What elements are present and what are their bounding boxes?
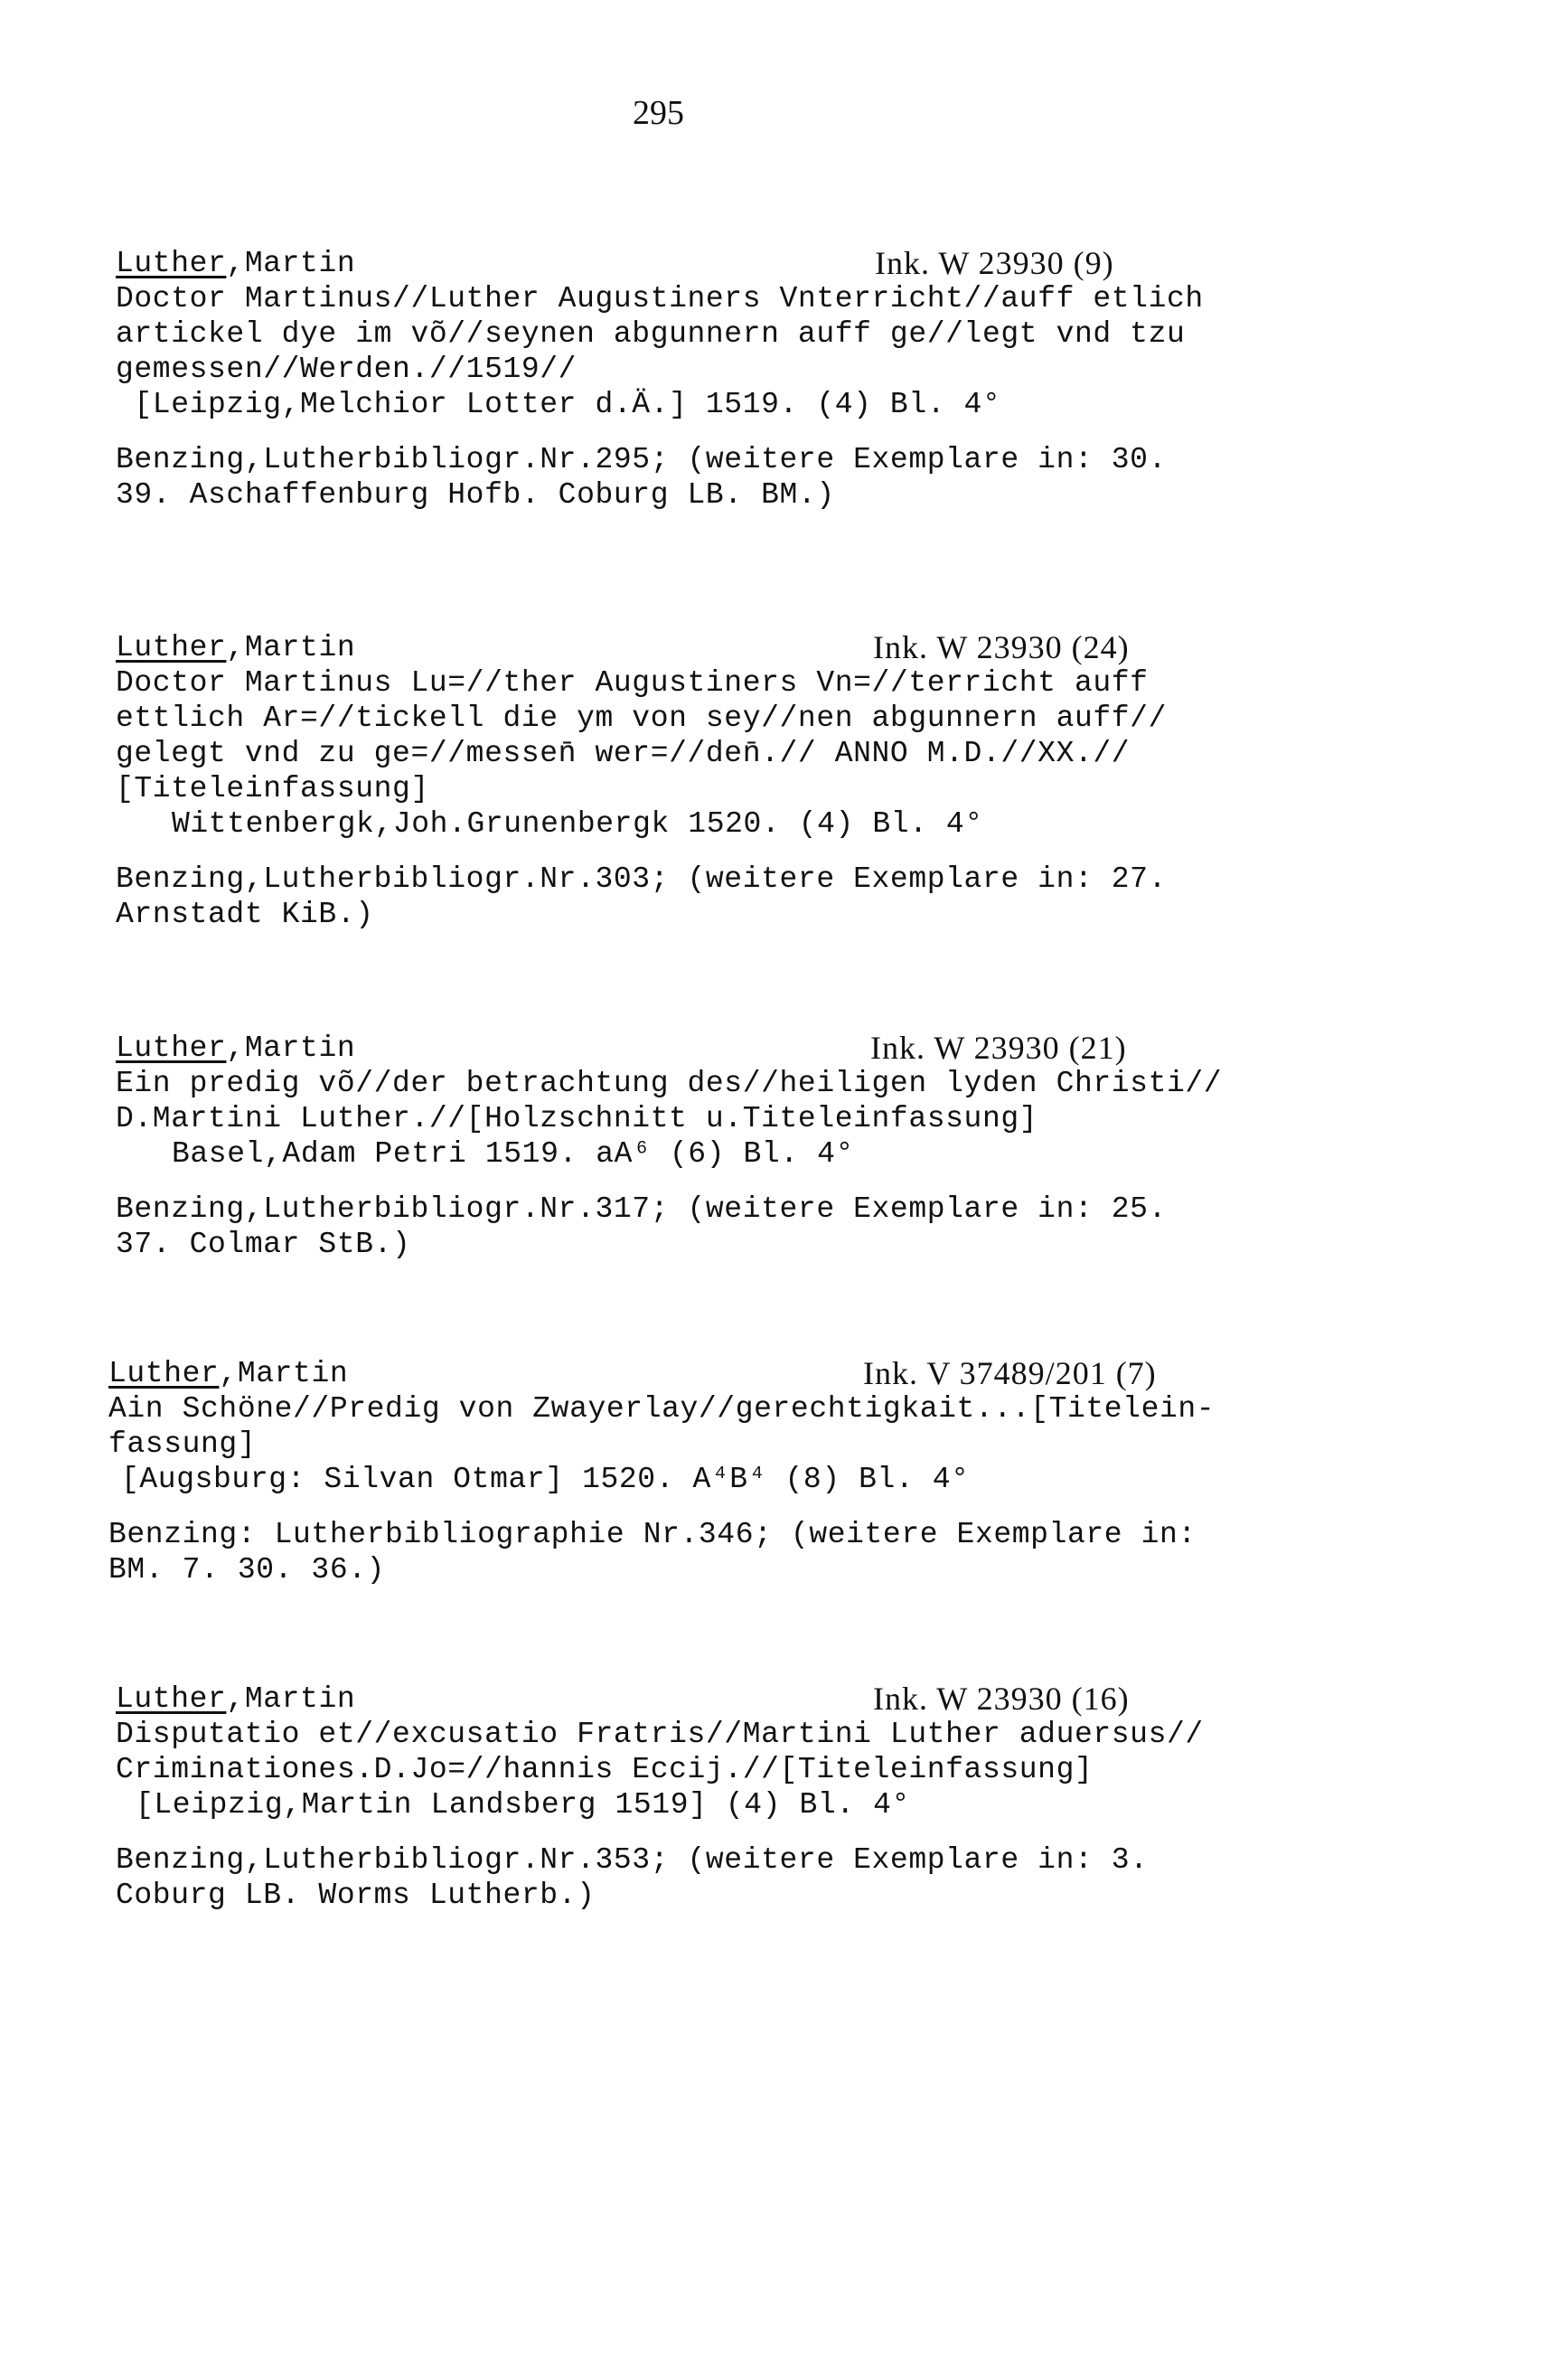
- reference-line: Arnstadt KiB.): [116, 898, 374, 931]
- catalog-entry: [116, 246, 1282, 513]
- reference-block: [116, 442, 1282, 513]
- reference-line: 39. Aschaffenburg Hofb. Coburg LB. BM.): [116, 478, 835, 512]
- reference-line: Benzing: Lutherbibliographie Nr.346; (weitere Exemplare in:: [108, 1518, 1197, 1551]
- entry-header: [116, 246, 1282, 281]
- author-surname: Luther: [116, 631, 227, 664]
- title-line: Criminationes.D.Jo=//hannis Eccij.//[Titeleinfassung]: [116, 1753, 1094, 1786]
- reference-line: BM. 7. 30. 36.): [108, 1553, 386, 1587]
- author-surname: Luther: [116, 247, 227, 280]
- shelfmark: Ink. V 37489/201 (7): [863, 1355, 1157, 1391]
- reference-block: [116, 1191, 1282, 1262]
- title-line: [Titeleinfassung]: [116, 772, 429, 805]
- reference-block: [116, 862, 1282, 932]
- author-surname: Luther: [116, 1031, 227, 1065]
- catalog-entry: [116, 630, 1282, 932]
- title-line: D.Martini Luther.//[Holzschnitt u.Titeleinfassung]: [116, 1102, 1038, 1135]
- shelfmark: Ink. W 23930 (24): [873, 629, 1130, 665]
- page-number: 295: [633, 94, 684, 132]
- title-line: Doctor Martinus Lu=//ther Augustiners Vn=//terricht auff: [116, 666, 1149, 700]
- title-line: artickel dye im võ//seynen abgunnern auff ge//legt vnd tzu: [116, 317, 1186, 351]
- reference-line: Benzing,Lutherbibliogr.Nr.353; (weitere Exemplare in: 3.: [116, 1843, 1149, 1877]
- entry-header: [116, 1031, 1282, 1066]
- reference-line: Benzing,Lutherbibliogr.Nr.295; (weitere Exemplare in: 30.: [116, 443, 1167, 476]
- catalog-entry: [116, 1681, 1282, 1913]
- reference-line: Benzing,Lutherbibliogr.Nr.317; (weitere Exemplare in: 25.: [116, 1192, 1167, 1226]
- title-line: Disputatio et//excusatio Fratris//Martini Luther aduersus//: [116, 1718, 1204, 1751]
- author-surname: Luther: [116, 1682, 227, 1716]
- author-name: [116, 630, 355, 665]
- title-line: Doctor Martinus//Luther Augustiners Vnterricht//auff etlich: [116, 282, 1204, 316]
- reference-line: Benzing,Lutherbibliogr.Nr.303; (weitere Exemplare in: 27.: [116, 862, 1167, 896]
- author-name: [116, 246, 355, 281]
- catalog-entry: [116, 1031, 1282, 1262]
- title-line: ettlich Ar=//tickell die ym von sey//nen abgunnern auff//: [116, 702, 1167, 735]
- author-forename: ,Martin: [226, 1682, 356, 1716]
- imprint-line: Basel,Adam Petri 1519. aA⁶ (6) Bl. 4°: [172, 1137, 854, 1171]
- author-surname: Luther: [108, 1357, 220, 1390]
- imprint-line: [Augsburg: Silvan Otmar] 1520. A⁴B⁴ (8) Bl. 4°: [121, 1463, 970, 1496]
- entry-header: [116, 1681, 1282, 1717]
- title-line: gemessen//Werden.//1519//: [116, 353, 577, 386]
- shelfmark: Ink. W 23930 (21): [870, 1030, 1127, 1066]
- reference-block: [108, 1517, 1274, 1587]
- entry-header: [116, 630, 1282, 665]
- title-line: Ain Schöne//Predig von Zwayerlay//gerechtigkait...[Titelein-: [108, 1392, 1216, 1426]
- reference-line: 37. Colmar StB.): [116, 1228, 411, 1261]
- author-name: [108, 1356, 348, 1391]
- reference-block: [116, 1842, 1282, 1913]
- author-forename: ,Martin: [226, 631, 356, 664]
- shelfmark: Ink. W 23930 (9): [875, 245, 1114, 281]
- author-name: [116, 1681, 355, 1717]
- shelfmark: Ink. W 23930 (16): [873, 1681, 1130, 1717]
- title-line: gelegt vnd zu ge=//messen̄ wer=//den̄.// ANNO M.D.//XX.//: [116, 737, 1131, 770]
- imprint-line: [Leipzig,Martin Landsberg 1519] (4) Bl. 4°: [136, 1788, 910, 1822]
- imprint-line: Wittenbergk,Joh.Grunenbergk 1520. (4) Bl. 4°: [172, 807, 983, 841]
- author-forename: ,Martin: [226, 1031, 356, 1065]
- author-name: [116, 1031, 355, 1066]
- reference-line: Coburg LB. Worms Lutherb.): [116, 1879, 596, 1912]
- title-line: fassung]: [108, 1427, 257, 1461]
- catalog-entry: [108, 1356, 1274, 1587]
- author-forename: ,Martin: [226, 247, 356, 280]
- title-line: Ein predig võ//der betrachtung des//heiligen lyden Christi//: [116, 1067, 1223, 1100]
- imprint-line: [Leipzig,Melchior Lotter d.Ä.] 1519. (4) Bl. 4°: [116, 388, 1001, 421]
- entry-header: [108, 1356, 1274, 1391]
- author-forename: ,Martin: [219, 1357, 349, 1390]
